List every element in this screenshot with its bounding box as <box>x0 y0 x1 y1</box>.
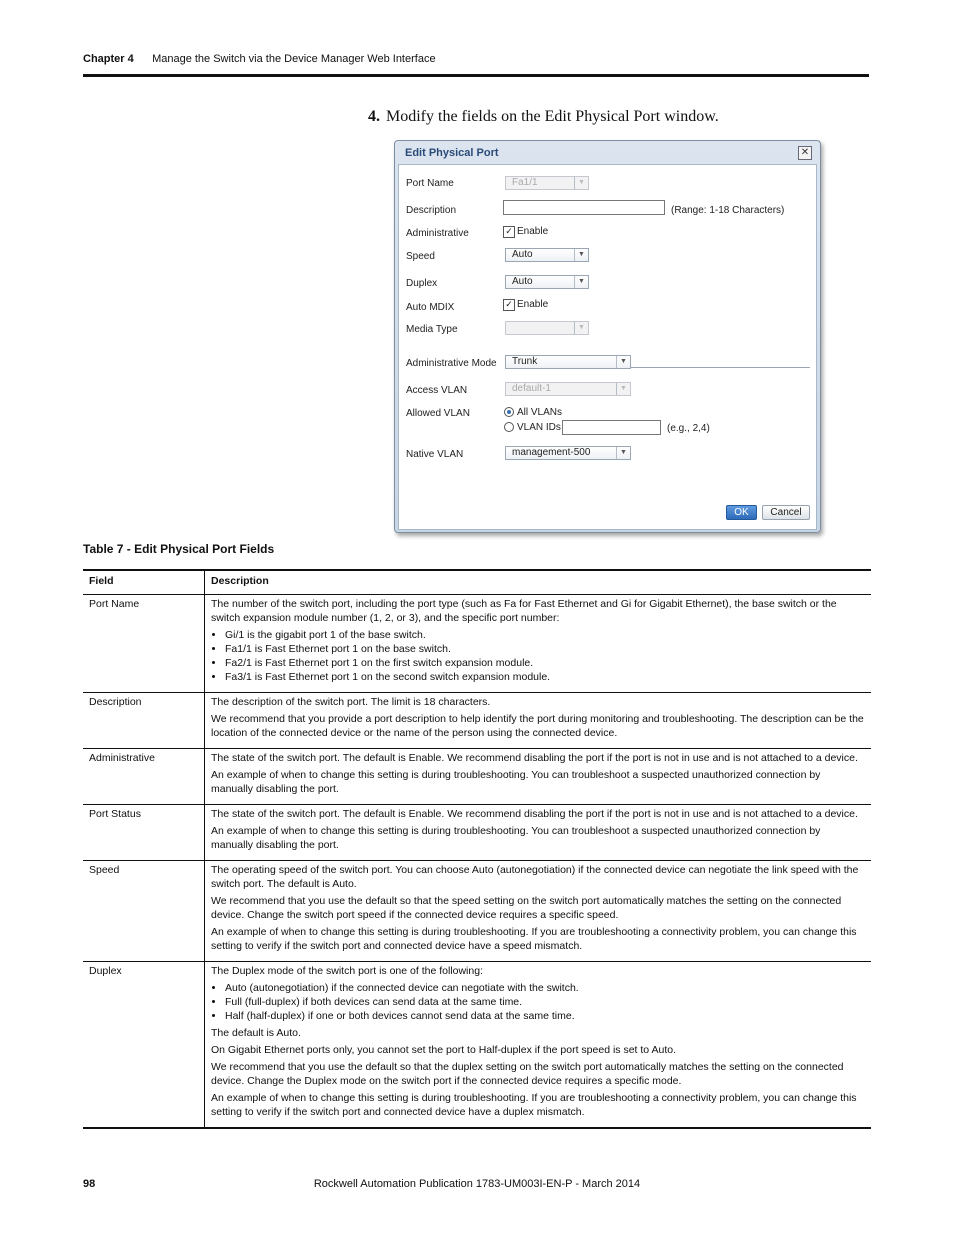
chevron-down-icon: ▼ <box>574 249 588 261</box>
description-paragraph: The state of the switch port. The default is Enable. We recommend disabling the port if the port is not in use and is not attached to a device. <box>211 808 858 820</box>
bullet-item: • Auto (autonegotiation) if the connected device can negotiate with the switch. <box>225 981 865 995</box>
ok-button[interactable]: OK <box>726 505 757 520</box>
description-paragraph: The description of the switch port. The limit is 18 characters. <box>211 696 491 708</box>
chevron-down-icon: ▼ <box>616 447 630 459</box>
step-number: 4. <box>368 108 380 125</box>
row-field: Speed <box>83 861 205 962</box>
auto-mdix-enable-label: Enable <box>517 299 549 310</box>
bullet-item: • Half (half-duplex) if one or both devices cannot send data at the same time. <box>225 1009 865 1023</box>
edit-physical-port-dialog <box>394 140 821 533</box>
description-paragraph: We recommend that you provide a port description to help identify the port during monitoring and troubleshooting. The description can be the location of the connected device or the name of the person using the connected device. <box>211 713 864 739</box>
bullet-item: • Fa2/1 is Fast Ethernet port 1 on the first switch expansion module. <box>225 656 865 670</box>
port-name-select <box>505 176 589 190</box>
media-type-label: Media Type <box>406 324 458 335</box>
chevron-down-icon: ▼ <box>574 177 588 189</box>
port-name-label: Port Name <box>406 178 454 189</box>
row-description <box>205 595 872 693</box>
auto-mdix-checkbox[interactable]: ✓ <box>503 299 515 311</box>
row-field: Administrative <box>83 749 205 805</box>
native-vlan-label: Native VLAN <box>406 449 464 460</box>
bullet-item: • Gi/1 is the gigabit port 1 of the base switch. <box>225 628 865 642</box>
cancel-button[interactable]: Cancel <box>762 505 810 520</box>
row-description <box>205 962 872 1129</box>
description-paragraph: The state of the switch port. The default is Enable. We recommend disabling the port if the port is not in use and is not attached to a device. <box>211 752 858 764</box>
description-label: Description <box>406 205 457 216</box>
page-number: 98 <box>83 1178 96 1190</box>
access-vlan-label: Access VLAN <box>406 385 468 396</box>
chevron-down-icon: ▼ <box>616 356 630 368</box>
table-row <box>83 861 871 962</box>
row-description <box>205 693 872 749</box>
fields-table <box>83 569 871 1129</box>
bullet-item: • Fa3/1 is Fast Ethernet port 1 on the second switch expansion module. <box>225 670 865 684</box>
duplex-select[interactable] <box>505 275 589 289</box>
description-input[interactable] <box>503 200 665 215</box>
table-row <box>83 595 871 693</box>
chevron-down-icon: ▼ <box>574 276 588 288</box>
description-paragraph: On Gigabit Ethernet ports only, you cannot set the port to Half-duplex if the port speed is set to Auto. <box>211 1044 676 1056</box>
publication-footer: Rockwell Automation Publication 1783-UM003I-EN-P - March 2014 <box>313 1178 641 1190</box>
vlan-ids-label: VLAN IDs <box>517 422 561 433</box>
all-vlans-radio[interactable] <box>504 407 514 417</box>
description-paragraph: An example of when to change this setting is during troubleshooting. You can troubleshoot a suspected unauthorized connection by manually disabling the port. <box>211 825 821 851</box>
duplex-value: Auto <box>512 276 533 287</box>
description-paragraph: The number of the switch port, including the port type (such as Fa for Fast Ethernet and Gi for Gigabit Ethernet), the base switch or the switch expansion module number (1, 2, or 3), and the specific port number: <box>211 598 837 624</box>
header-description: Description <box>205 570 872 595</box>
description-paragraph: We recommend that you use the default so that the speed setting on the switch port automatically matches the setting on the connected device. Change the switch port speed if the connected device requires a specific speed. <box>211 895 842 921</box>
native-vlan-value: management-500 <box>512 447 591 458</box>
duplex-label: Duplex <box>406 278 438 289</box>
dialog-body <box>398 164 817 530</box>
dialog-title: Edit Physical Port <box>405 147 499 159</box>
table-header-row <box>83 570 871 595</box>
table-row <box>83 962 871 1129</box>
chapter-label: Chapter 4 <box>83 53 134 65</box>
table-row <box>83 749 871 805</box>
speed-label: Speed <box>406 251 435 262</box>
step-text: Modify the fields on the Edit Physical Port window. <box>386 108 719 125</box>
administrative-label: Administrative <box>406 228 469 239</box>
vlan-ids-radio[interactable] <box>504 422 514 432</box>
port-name-value: Fa1/1 <box>512 177 538 188</box>
header-field: Field <box>83 570 205 595</box>
native-vlan-select[interactable] <box>505 446 631 460</box>
bullet-item: • Fa1/1 is Fast Ethernet port 1 on the base switch. <box>225 642 865 656</box>
row-description <box>205 805 872 861</box>
step-instruction <box>368 108 719 126</box>
table-row <box>83 693 871 749</box>
description-paragraph: An example of when to change this setting is during troubleshooting. If you are troubleshooting a connectivity problem, you can change this setting to verify if the switch port and connected device have a duplex mismatch. <box>211 1092 857 1118</box>
vlan-ids-input[interactable] <box>562 420 661 435</box>
description-paragraph: An example of when to change this setting is during troubleshooting. You can troubleshoot a suspected unauthorized connection by manually disabling the port. <box>211 769 821 795</box>
row-field: Port Name <box>83 595 205 693</box>
auto-mdix-label: Auto MDIX <box>406 302 455 313</box>
all-vlans-label: All VLANs <box>517 407 563 418</box>
row-description <box>205 749 872 805</box>
chapter-title: Manage the Switch via the Device Manager Web Interface <box>152 53 436 65</box>
vlan-ids-hint: (e.g., 2,4) <box>667 423 710 434</box>
access-vlan-select <box>505 382 631 396</box>
row-field: Port Status <box>83 805 205 861</box>
row-field: Description <box>83 693 205 749</box>
description-paragraph: The Duplex mode of the switch port is one of the following: <box>211 965 483 977</box>
bullet-list <box>211 628 865 684</box>
admin-mode-label: Administrative Mode <box>406 358 497 369</box>
chevron-down-icon: ▼ <box>616 383 630 395</box>
media-type-select <box>505 321 589 335</box>
header-rule <box>83 74 869 77</box>
table-caption: Table 7 - Edit Physical Port Fields <box>83 542 275 556</box>
description-paragraph: The operating speed of the switch port. You can choose Auto (autonegotiation) if the connected device can negotiate the link speed with the switch port. The default is Auto. <box>211 864 859 890</box>
table-row <box>83 805 871 861</box>
description-paragraph: An example of when to change this setting is during troubleshooting. If you are troubleshooting a connectivity problem, you can change this setting to verify if the switch port and connected device have a speed mismatch. <box>211 926 857 952</box>
description-hint: (Range: 1-18 Characters) <box>671 205 785 216</box>
bullet-item: • Full (full-duplex) if both devices can send data at the same time. <box>225 995 865 1009</box>
chevron-down-icon: ▼ <box>574 322 588 334</box>
administrative-checkbox[interactable]: ✓ <box>503 226 515 238</box>
row-field: Duplex <box>83 962 205 1129</box>
admin-mode-value: Trunk <box>512 356 538 367</box>
speed-value: Auto <box>512 249 533 260</box>
row-description <box>205 861 872 962</box>
close-icon[interactable]: ✕ <box>798 146 812 160</box>
administrative-enable-label: Enable <box>517 226 549 237</box>
page-header <box>83 53 436 65</box>
speed-select[interactable] <box>505 248 589 262</box>
description-paragraph: The default is Auto. <box>211 1027 301 1039</box>
bullet-list <box>211 981 865 1023</box>
admin-mode-select[interactable] <box>505 355 631 369</box>
description-paragraph: We recommend that you use the default so that the duplex setting on the switch port automatically matches the setting on the connected device. Change the Duplex mode on the switch port if the connected device requires a specific mode. <box>211 1061 844 1087</box>
access-vlan-value: default-1 <box>512 383 551 394</box>
allowed-vlan-label: Allowed VLAN <box>406 408 470 419</box>
